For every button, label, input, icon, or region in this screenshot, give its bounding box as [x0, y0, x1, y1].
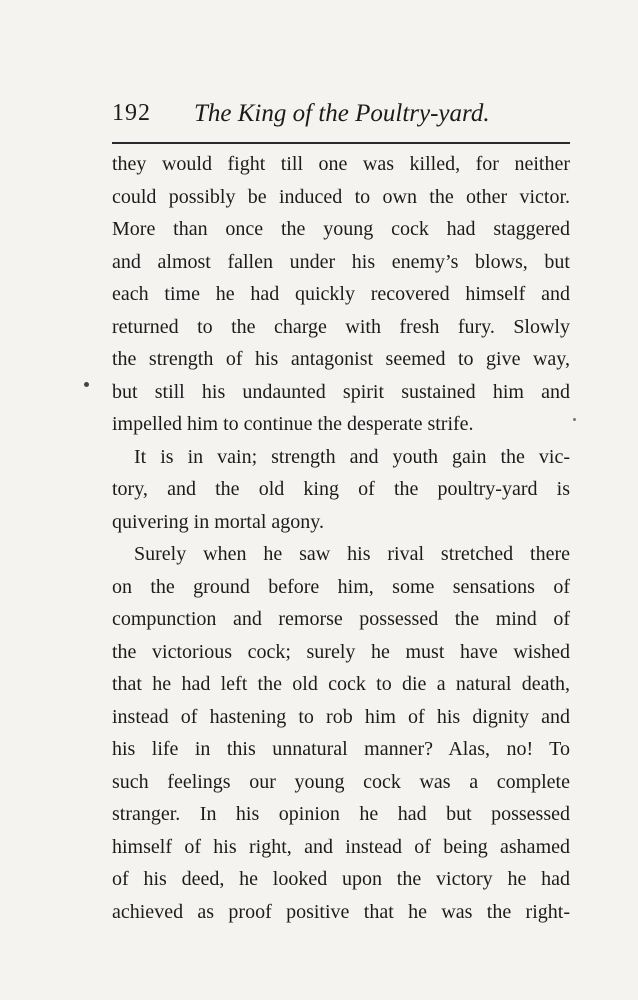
text-line: More than once the young cock had staggered: [112, 218, 570, 240]
text-line: impelled him to continue the desperate strife.: [112, 413, 474, 435]
text-line: compunction and remorse possessed the mind of: [112, 608, 570, 630]
text-line: of his deed, he looked upon the victory he had: [112, 868, 570, 890]
text-line: the strength of his antagonist seemed to give way,: [112, 348, 570, 370]
text-line: and almost fallen under his enemy’s blows, but: [112, 250, 570, 273]
page-number: 192: [112, 100, 151, 126]
text-line: quivering in mortal agony.: [112, 510, 324, 533]
text-line: the victorious cock; surely he must have wished: [112, 640, 570, 663]
text-line: himself of his right, and instead of being ashamed: [112, 835, 570, 858]
text-line: they would fight till one was killed, for neither: [112, 153, 570, 175]
text-line: returned to the charge with fresh fury. Slowly: [112, 315, 570, 338]
text-line: It is in vain; strength and youth gain the vic-: [134, 445, 570, 468]
text-line: Surely when he saw his rival stretched there: [134, 543, 570, 565]
text-line: his life in this unnatural manner? Alas, no! To: [112, 738, 570, 760]
text-line: each time he had quickly recovered himself and: [112, 283, 570, 305]
ink-speck: [573, 418, 576, 421]
text-line: stranger. In his opinion he had but possessed: [112, 803, 570, 825]
text-line: could possibly be induced to own the other victor.: [112, 185, 570, 208]
text-line: tory, and the old king of the poultry-yard is: [112, 478, 570, 500]
header-rule: [112, 142, 570, 144]
ink-speck: [84, 382, 89, 387]
page-header: [112, 100, 572, 134]
text-line: such feelings our young cock was a complete: [112, 770, 570, 793]
text-line: achieved as proof positive that he was the right-: [112, 900, 570, 923]
text-line: that he had left the old cock to die a natural death,: [112, 673, 570, 695]
text-line: on the ground before him, some sensations of: [112, 575, 570, 598]
body-text: [112, 148, 570, 928]
text-line: instead of hastening to rob him of his dignity and: [112, 705, 570, 728]
text-line: but still his undaunted spirit sustained him and: [112, 380, 570, 403]
running-title: The King of the Poultry-yard.: [194, 100, 490, 127]
